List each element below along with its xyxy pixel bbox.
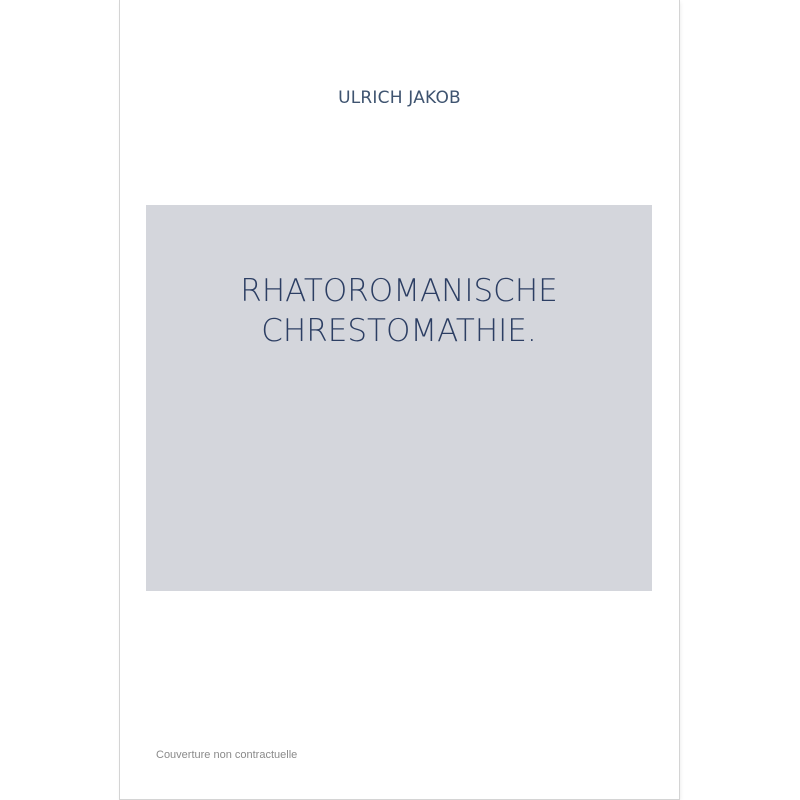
book-title [146, 271, 652, 351]
author-name: ULRICH JAKOB [338, 88, 461, 108]
cover-disclaimer: Couverture non contractuelle [156, 749, 298, 761]
title-line-1: RHATOROMANISCHE [240, 273, 558, 309]
title-line-2: CHRESTOMATHIE. [261, 313, 537, 349]
book-cover [120, 0, 679, 799]
title-panel [146, 205, 652, 591]
